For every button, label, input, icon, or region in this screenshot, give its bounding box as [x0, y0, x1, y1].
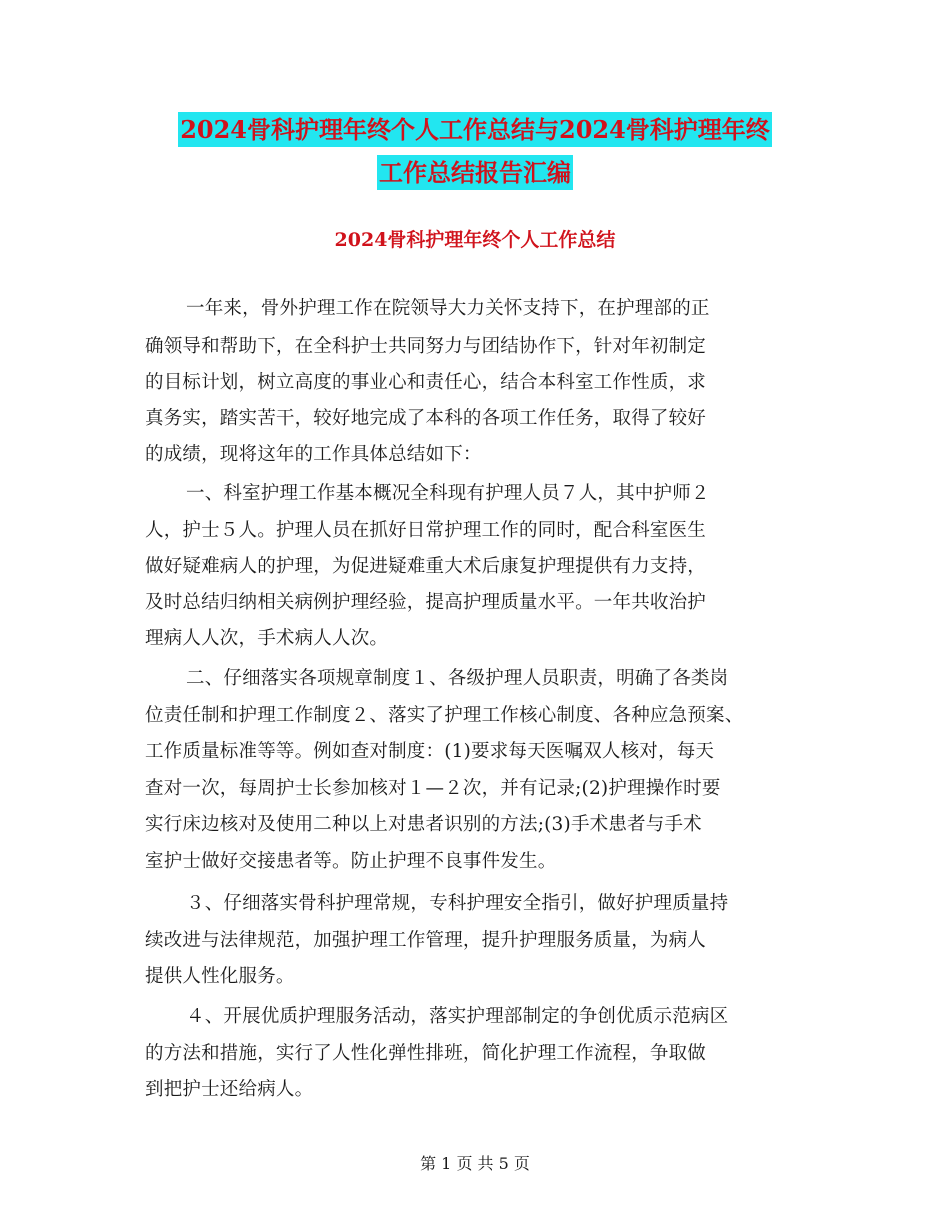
text-line: 室护士做好交接患者等。防止护理不良事件发生。: [145, 851, 557, 872]
title-line-1-text: 2024骨科护理年终个人工作总结与2024骨科护理年终: [178, 112, 772, 147]
text-line: 人，护士５人。护理人员在抓好日常护理工作的同时，配合科室医生: [145, 520, 707, 541]
text-line: 理病人人次，手术病人人次。: [145, 628, 389, 649]
text-line: 查对一次，每周护士长参加核对１—２次，并有记录;(2)护理操作时要: [145, 778, 721, 799]
title-line-2-text: 工作总结报告汇编: [377, 155, 573, 190]
text-line: 确领导和帮助下，在全科护士共同努力与团结协作下，针对年初制定: [145, 336, 707, 357]
text-line: 做好疑难病人的护理，为促进疑难重大术后康复护理提供有力支持，: [145, 556, 707, 577]
text-line: 到把护士还给病人。: [145, 1079, 314, 1100]
text-line: 真务实，踏实苦干，较好地完成了本科的各项工作任务，取得了较好: [145, 408, 707, 429]
title-line-1: [0, 113, 950, 147]
text-line: 提供人性化服务。: [145, 966, 295, 987]
text-line: 二、仔细落实各项规章制度１、各级护理人员职责，明确了各类岗: [186, 668, 729, 689]
text-line: 续改进与法律规范，加强护理工作管理，提升护理服务质量，为病人: [145, 930, 707, 951]
text-line: 一、科室护理工作基本概况全科现有护理人员７人，其中护师２: [186, 483, 710, 504]
section-heading: 2024骨科护理年终个人工作总结: [334, 229, 616, 251]
text-line: ３、仔细落实骨科护理常规，专科护理安全指引，做好护理质量持: [186, 893, 729, 914]
text-line: 的成绩，现将这年的工作具体总结如下：: [145, 444, 482, 465]
text-line: 及时总结归纳相关病例护理经验，提高护理质量水平。一年共收治护: [145, 592, 707, 613]
text-line: 位责任制和护理工作制度２、落实了护理工作核心制度、各种应急预案、: [145, 705, 744, 726]
text-line: 的目标计划，树立高度的事业心和责任心，结合本科室工作性质，求: [145, 372, 707, 393]
text-line: 的方法和措施，实行了人性化弹性排班，简化护理工作流程，争取做: [145, 1043, 707, 1064]
text-line: ４、开展优质护理服务活动，落实护理部制定的争创优质示范病区: [186, 1006, 729, 1027]
text-line: 实行床边核对及使用二种以上对患者识别的方法;(3)手术患者与手术: [145, 814, 702, 835]
text-line: 工作质量标准等等。例如查对制度：(1)要求每天医嘱双人核对，每天: [145, 741, 715, 762]
page-footer: 第 1 页 共 5 页: [420, 1154, 530, 1173]
text-line: 一年来，骨外护理工作在院领导大力关怀支持下，在护理部的正: [186, 298, 710, 319]
title-line-2: [0, 156, 950, 190]
